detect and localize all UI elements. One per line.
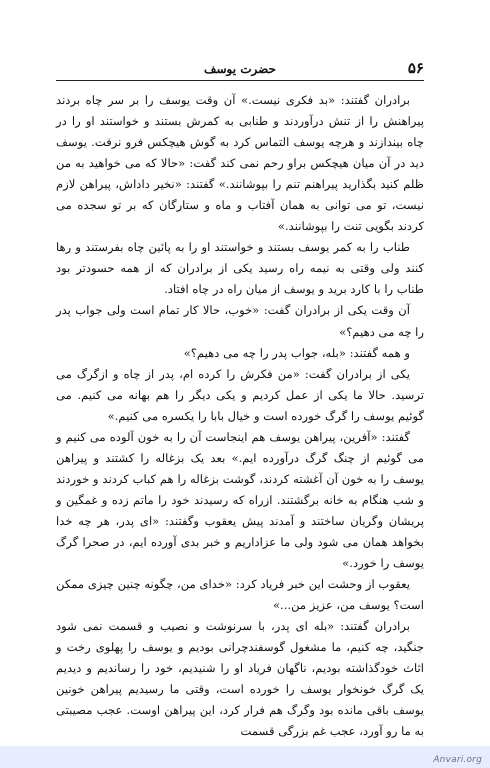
running-title: حضرت یوسف [204, 62, 276, 76]
paragraph: و همه گفتند: «بله، جواب پدر را چه می دهیم؟» [183, 345, 410, 360]
watermark: Anvari.org [433, 755, 482, 765]
header-rule [56, 80, 424, 81]
paragraph: طناب را به کمر یوسف بستند و خواستند او را به پائین چاه بفرستند و رها کنند ولی وقتی به نیمه راه رسید یکی از برادران که از همه حسودتر بود طناب را با کارد برید و یوسف از میان راه در چاه افتاد. [56, 240, 424, 297]
page-header [56, 58, 424, 80]
footer-band [0, 746, 490, 768]
paragraph: یعقوب از وحشت این خبر فریاد کرد: «خدای من، چگونه چنین چیزی ممکن است؟ یوسف من، عزیز من...» [56, 577, 424, 613]
paragraph: آن وقت یکی از برادران گفت: «خوب، حالا کار تمام است ولی جواب پدر را چه می دهیم؟» [56, 303, 424, 339]
paragraph: گفتند: «آفرین، پیراهن یوسف هم اینجاست آن را به خون آلوده می کنیم و می گوئیم از چنگ گرگ درآورده ایم.» بعد یک بزغاله را کشتند و پیراهن یوسف را به خون آن آغشته کردند، گوشت بزغاله را هم کباب کردند و خوردند و شب هنگام به خانه برگشتند. ازراه که رسیدند خود را ماتم زده و غمگین و پریشان وگریان ساختند و آمدند پیش یعقوب وگفتند: «ای پدر، هر چه خدا بخواهد همان می شود ولی ما عزاداریم و خبر بدی آورده ایم، در صحرا گرگ یوسف را خورد.» [56, 429, 424, 571]
page-body [56, 90, 424, 742]
paragraph: یکی از برادران گفت: «من فکرش را کرده ام، پدر از چاه و ازگرگ می ترسید. حالا ما یکی از عمل کردیم و یکی دیگر را هم بهانه می کنیم. می گوئیم یوسف را گرگ خورده است و خیال بابا را یکسره می کنیم.» [56, 366, 424, 423]
page-number: ۵۶ [407, 59, 424, 77]
paragraph: برادران گفتند: «بد فکری نیست.» آن وقت یوسف را بر سر چاه بردند پیراهنش را از تنش درآوردند و طنابی به کمرش بستند و خواستند او را در چاه بیندازند و هرچه یوسف التماس کرد به گوش هیچکس فرو نرفت. یوسف دید در آن میان هیچکس براو رحم نمی کند گفت: «حالا که می خواهید به من ظلم کنید بگذارید پیراهنم تنم را بپوشانند.» گفتند: «نخیر داداش، پیراهن لازم نیست، تو می توانی به همان آفتاب و ماه و ستارگان که بر تو سجده می کردند بگویی تنت را بپوشانند.» [56, 93, 424, 234]
paragraph: برادران گفتند: «بله ای پدر، با سرنوشت و نصیب و قسمت نمی شود جنگید، چه کنیم، ما مشغول گوسفندچرانی بودیم و یوسف را پهلوی رخت و اثاث خودگذاشته بودیم، ناگهان فریاد او را شنیدیم، خود را رساندیم و دیدیم یک گرگ خونخوار یوسف را خورده است، وقتی ما رسیدیم پیراهن خونین یوسف باقی مانده بود وگرگ هم فرار کرد، این پیراهن اوست. عجب مصیبتی به ما رو آورد، عجب غم بزرگی قسمت [56, 619, 424, 739]
